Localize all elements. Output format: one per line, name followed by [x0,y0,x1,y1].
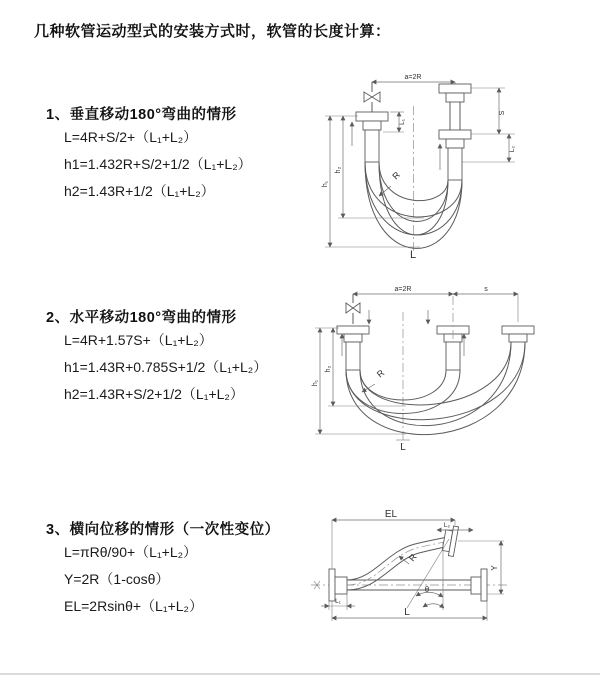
left-flange-fitting [329,569,347,601]
dimension-s [453,286,518,322]
radius-label: R [390,169,403,182]
right-flange-fitting-displaced [502,326,534,342]
dimension-l [325,247,420,260]
l1-label: L₁ [399,119,406,125]
theta-label: θ [424,585,430,594]
braided-hose [448,148,462,180]
dimension-s [471,88,515,134]
braided-hose [346,342,360,370]
dimension-l [396,440,410,452]
l2-label: L₂ [509,145,516,153]
formula-line: h1=1.432R+S/2+1/2（L₁+L₂） [64,156,252,172]
s-label: s [484,286,488,293]
section-2-heading: 2、水平移动180°弯曲的情形 [46,310,237,326]
l-label: L [400,442,406,452]
hose-bend-arcs [346,342,525,435]
section-1-heading: 1、垂直移动180°弯曲的情形 [46,107,237,123]
l2-label: L₂ [443,522,451,529]
formula-line: L=4R+1.57S+（L₁+L₂） [64,332,213,348]
formula-line: Y=2R（1-cosθ） [64,571,170,587]
braided-hose [365,130,379,162]
right-flange-fitting-original [439,130,471,180]
angle-theta [407,539,449,610]
l-label: L [409,249,417,260]
h1-label: h₁ [322,180,329,188]
y-label: Y [490,565,499,571]
radius-label: R [406,551,419,564]
a2r-label: a=2R [394,286,412,293]
h2-label: h₂ [335,166,342,174]
section-3-formulas [64,539,203,620]
right-flange-fitting-displaced [439,84,471,130]
dimension-h1 [322,116,358,247]
section-2-formulas [64,327,267,408]
page-title: 几种软管运动型式的安装方式时，软管的长度计算： [34,23,391,40]
section-3-heading: 3、横向位移的情形（一次性变位） [46,522,280,538]
valve-icon [346,294,360,324]
l-label: L [404,607,410,618]
l1-label: L₁ [335,598,341,605]
diagram-horizontal-180-bend [306,282,581,452]
formula-line: h2=1.43R+1/2（L₁+L₂） [64,183,215,199]
radius-callout [399,551,419,564]
radius-callout [362,367,387,392]
radius-callout [379,169,402,196]
diagram-lateral-displacement [303,506,518,646]
h2-label: h₂ [325,365,332,373]
formula-line: h1=1.43R+0.785S+1/2（L₁+L₂） [64,359,268,375]
right-flange-original [481,569,487,601]
diagram-vertical-180-bend [312,70,547,260]
el-label: EL [384,509,398,520]
dimension-a2r [353,286,453,294]
formula-line: L=4R+S/2+（L₁+L₂） [64,129,198,145]
h1-label: h₁ [312,379,319,387]
a2r-label: a=2R [404,74,422,81]
formula-line: L=πRθ/90+（L₁+L₂） [64,544,198,560]
formula-line: h2=1.43R+S/2+1/2（L₁+L₂） [64,386,244,402]
section-1-formulas [64,124,252,205]
valve-icon [364,82,380,112]
dimension-l1 [321,592,355,610]
formula-line: EL=2Rsinθ+（L₁+L₂） [64,598,203,614]
right-flange-displaced [442,525,459,557]
left-flange-fitting [356,112,388,162]
radius-label: R [374,367,387,380]
s-label: S [499,110,506,116]
braided-hose [446,342,460,370]
